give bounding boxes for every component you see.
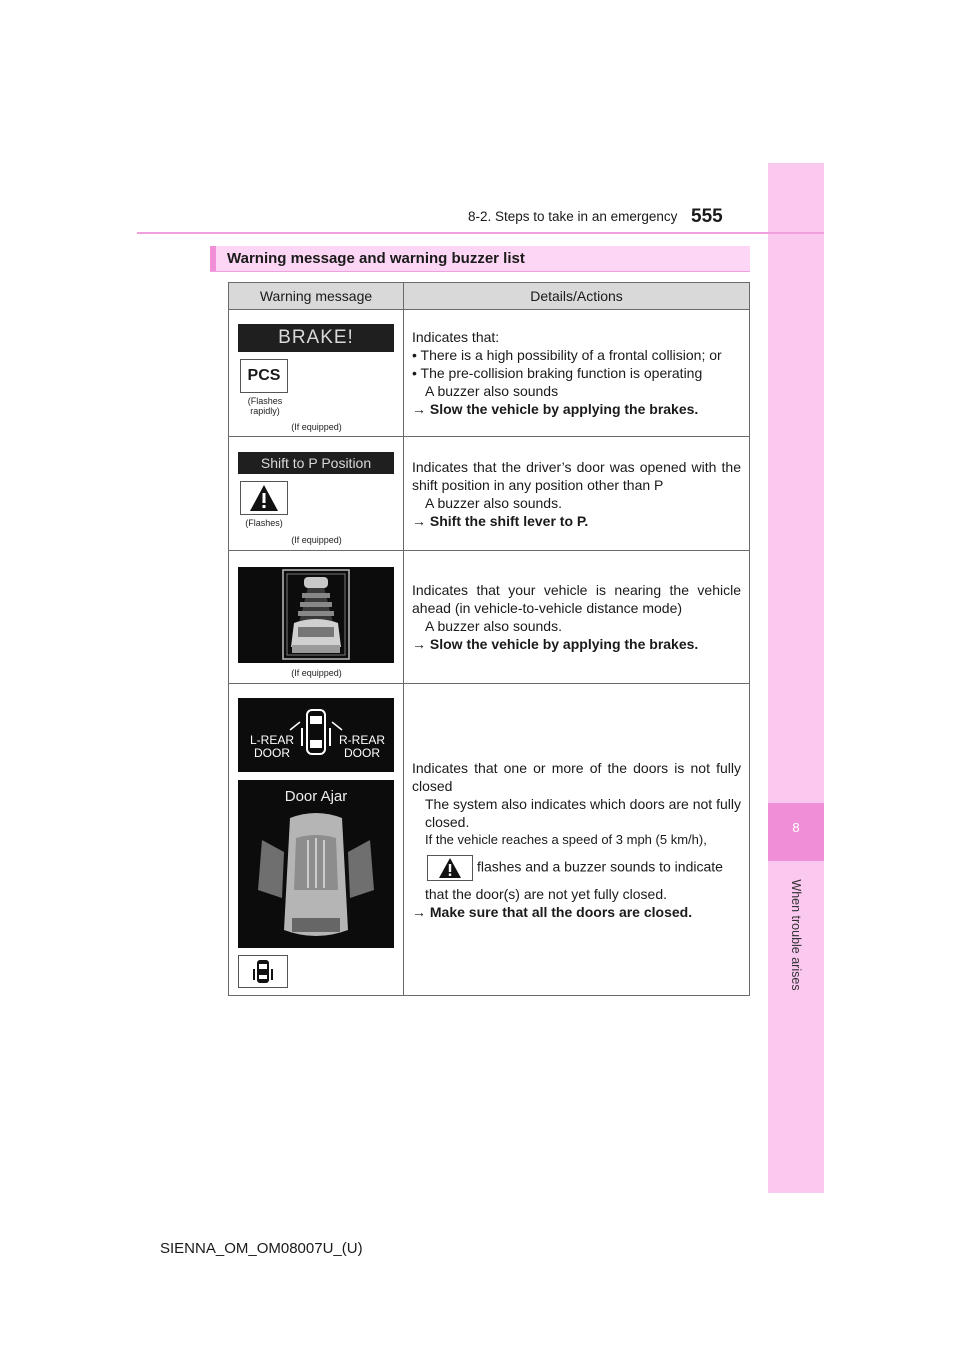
detail-line: Indicates that the driver’s door was opened with the shift position in any position other than P [412,458,741,493]
col-header-warning-message: Warning message [229,283,404,310]
detail-line: Indicates that your vehicle is nearing the vehicle ahead (in vehicle-to-vehicle distance mode) [412,582,741,616]
shift-banner-text: Shift to P Position [260,455,372,471]
warning-message-cell [229,684,404,996]
shift-banner [238,452,394,474]
detail-line: A buzzer also sounds [425,383,559,399]
detail-line-inline [412,855,741,881]
detail-line: A buzzer also sounds. [425,494,562,511]
warning-table [228,282,750,996]
detail-action: → Make sure that all the doors are closed. [412,903,693,920]
rear-door-display [238,698,394,772]
chapter-sidebar [768,163,824,1193]
detail-line: Indicates that: [412,329,500,345]
section-title: 8-2. Steps to take in an emergency [468,209,678,224]
warning-message-cell [229,551,404,684]
warning-message-cell [229,437,404,551]
table-header-row [229,283,750,310]
warning-triangle-icon [240,481,288,515]
chapter-number: 8 [792,820,800,835]
distance-warning-display [238,567,394,663]
detail-action: → Slow the vehicle by applying the brakes. [412,401,699,417]
col-header-details: Details/Actions [404,283,750,310]
table-row [229,310,750,437]
brake-banner-text: BRAKE! [278,327,354,348]
r-rear-door-label: R-REAR DOOR [338,733,385,760]
warning-triangle-icon [427,855,473,881]
details-cell [404,310,750,437]
table-row [229,551,750,684]
detail-text: flashes and a buzzer sounds to indicate [477,858,723,875]
equip-note: (If equipped) [291,668,342,678]
table-row [229,437,750,551]
pcs-icon [240,359,288,393]
section-heading [210,246,750,272]
header-rule [137,232,824,234]
detail-line: A buzzer also sounds. [425,618,562,634]
detail-line: Indicates that one or more of the doors is not fully closed [412,759,741,794]
car-doors-icon [238,698,394,772]
brake-banner [238,324,394,352]
detail-line: The system also indicates which doors are not fully closed. [425,795,741,830]
warning-icon-caption: (Flashes) [245,518,283,528]
page-number: 555 [691,206,723,227]
detail-action: → Shift the shift lever to P. [412,512,589,529]
door-open-icon [238,955,288,988]
door-ajar-display [238,780,394,948]
details-cell [404,684,750,996]
heading-rule [210,271,750,272]
detail-bullet: • There is a high possibility of a frontal collision; or [412,347,722,363]
warning-message-cell [229,310,404,437]
table-row [229,684,750,996]
detail-line: If the vehicle reaches a speed of 3 mph (5 km/h), [425,831,707,847]
pcs-icon-caption: (Flashes rapidly) [247,396,283,416]
vehicle-ahead-icon [238,567,394,663]
equip-note: (If equipped) [291,422,342,432]
pcs-icon-text: PCS [247,367,281,384]
door-ajar-title: Door Ajar [284,788,348,805]
details-cell [404,437,750,551]
detail-line: that the door(s) are not yet fully closed. [425,885,668,902]
details-cell [404,551,750,684]
document-code: SIENNA_OM_OM08007U_(U) [160,1240,363,1257]
chapter-label: When trouble arises [789,879,803,991]
equip-note: (If equipped) [291,535,342,545]
detail-action: → Slow the vehicle by applying the brakes. [412,636,699,652]
section-heading-text: Warning message and warning buzzer list [227,250,525,267]
detail-bullet: • The pre-collision braking function is operating [412,365,703,381]
car-top-view-icon [238,780,394,948]
l-rear-door-label: L-REAR DOOR [249,733,294,760]
